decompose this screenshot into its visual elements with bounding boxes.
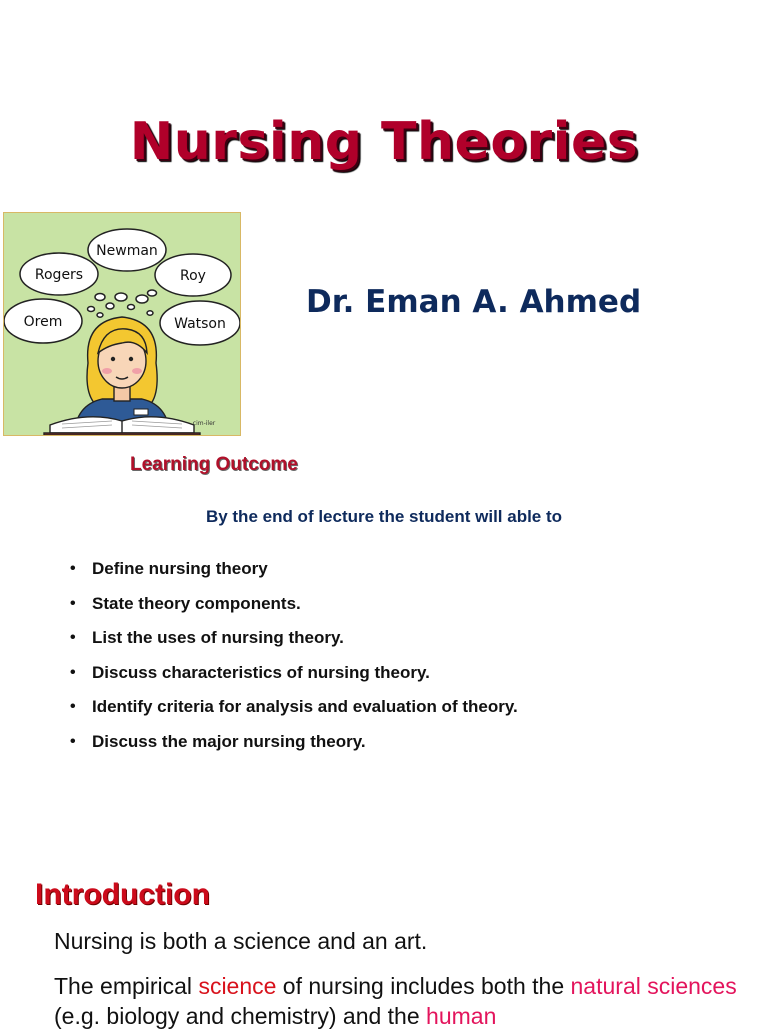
slide-title: Nursing Theories xyxy=(129,112,639,172)
bubble-label: Watson xyxy=(174,316,226,332)
bubble-label: Orem xyxy=(23,314,63,330)
list-item: • Discuss characteristics of nursing theory. xyxy=(70,661,518,696)
text-run: The empirical xyxy=(54,973,199,999)
nurse-thinking-illustration xyxy=(3,212,241,436)
bubble-label: Rogers xyxy=(34,267,84,283)
intro-paragraph-2 xyxy=(54,971,754,1031)
list-item: • Discuss the major nursing theory. xyxy=(70,730,518,765)
list-item: • Define nursing theory xyxy=(70,557,518,592)
outcome-list xyxy=(70,557,518,765)
artist-signature: cim-iler xyxy=(192,420,216,427)
text-run: (e.g. biology and chemistry) and the xyxy=(54,1003,427,1029)
bubble-label: Roy xyxy=(180,268,206,284)
highlight-science: science xyxy=(198,973,277,999)
intro-paragraph-1: Nursing is both a science and an art. xyxy=(54,928,428,954)
text-run: of nursing includes both the xyxy=(276,973,571,999)
list-item: • Identify criteria for analysis and evaluation of theory. xyxy=(70,695,518,730)
learning-outcome-heading: Learning Outcome xyxy=(130,454,298,475)
introduction-heading: Introduction xyxy=(35,878,210,911)
bubble-label: Newman xyxy=(96,243,158,259)
author-name: Dr. Eman A. Ahmed xyxy=(306,284,642,320)
list-item: • List the uses of nursing theory. xyxy=(70,626,518,661)
list-item: • State theory components. xyxy=(70,592,518,627)
highlight-natural-sciences: natural sciences xyxy=(570,973,737,999)
learning-outcome-intro: By the end of lecture the student will able to xyxy=(205,507,563,526)
highlight-human: human xyxy=(426,1003,497,1029)
